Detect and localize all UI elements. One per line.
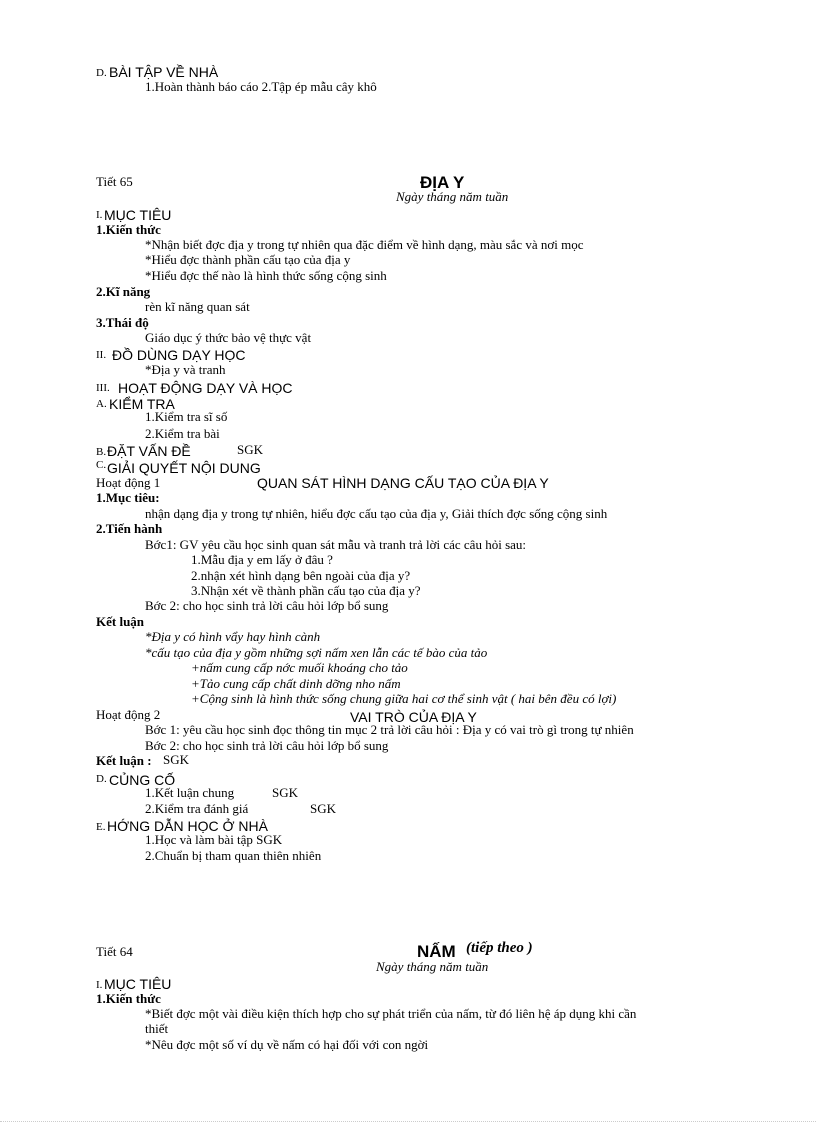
review-item-2: 2.Kiểm tra đánh giá — [145, 801, 249, 816]
activity-1-label: Hoạt động 1 — [96, 475, 161, 490]
section-ii-heading: ĐỒ DÙNG DẠY HỌC — [112, 347, 246, 363]
section-i-prefix: I. — [96, 209, 103, 221]
lesson64-section-i-heading: MỤC TIÊU — [104, 976, 172, 992]
section-c-letter: C. — [96, 459, 107, 471]
homework-text: 1.Hoàn thành báo cáo 2.Tập ép mẫu cây khô — [145, 79, 377, 94]
lesson65-title: ĐỊA Y — [420, 173, 465, 192]
activity-2-step-2: Bớc 2: cho học sinh trả lời câu hỏi lớp bổ sung — [145, 738, 389, 753]
section-d-heading: CỦNG CỐ — [109, 772, 176, 788]
activity-2-title: VAI TRÒ CỦA ĐỊA Y — [350, 709, 477, 725]
section-a-heading: KIỂM TRA — [109, 396, 175, 412]
lesson64-title-suffix: (tiếp theo ) — [466, 940, 533, 956]
homework-heading: BÀI TẬP VỀ NHÀ — [109, 64, 219, 80]
lesson64-date-line: Ngày tháng năm tuần — [376, 959, 489, 974]
lesson64-knowledge-item-1-cont: thiết — [145, 1021, 169, 1036]
section-iii-prefix: III. — [96, 382, 110, 394]
lesson64-period: Tiết 64 — [96, 944, 133, 959]
skills-heading: 2.Kĩ năng — [96, 284, 151, 299]
conclusion-item-3: +nấm cung cấp nớc muối khoáng cho tảo — [191, 660, 408, 675]
conclusion-2-label: Kết luận : — [96, 753, 152, 768]
section-e-letter: E. — [96, 821, 106, 833]
homework-item-2: 2.Chuẩn bị tham quan thiên nhiên — [145, 848, 322, 863]
section-d-letter: D. — [96, 773, 107, 785]
section-ii-item: *Địa y và tranh — [145, 362, 226, 377]
review-item-2-sgk: SGK — [310, 801, 337, 816]
section-letter-d: D. — [96, 67, 107, 79]
conclusion-item-2: *cấu tạo của địa y gồm những sợi nấm xen lẫn các tế bào của tảo — [145, 645, 488, 660]
section-i-heading: MỤC TIÊU — [104, 207, 172, 223]
knowledge-heading: 1.Kiến thức — [96, 222, 161, 237]
section-b-sgk: SGK — [237, 442, 264, 457]
attitude-heading: 3.Thái độ — [96, 315, 149, 330]
objective-text: nhận dạng địa y trong tự nhiên, hiểu đợc cấu tạo của địa y, Giải thích đợc sống cộng sinh — [145, 506, 608, 521]
objective-label: 1.Mục tiêu: — [96, 490, 160, 505]
section-ii-prefix: II. — [96, 349, 107, 361]
activity-1-title: QUAN SÁT HÌNH DẠNG CẤU TẠO CỦA ĐỊA Y — [257, 475, 549, 491]
section-e-heading: HỚNG DẪN HỌC Ở NHÀ — [107, 818, 268, 834]
page-bottom-divider — [0, 1121, 816, 1122]
conclusion-2-sgk: SGK — [163, 752, 190, 767]
lesson64-knowledge-item-1: *Biết đợc một vài điều kiện thích hợp cho sự phát triển của nấm, từ đó liên hệ áp dụng khi cần — [145, 1006, 637, 1021]
procedure-label: 2.Tiến hành — [96, 521, 163, 536]
check-attendance: 1.Kiểm tra sĩ số — [145, 409, 228, 424]
lesson64-knowledge-item-2: *Nêu đợc một số ví dụ về nấm có hại đối với con ngời — [145, 1037, 429, 1052]
conclusion-label: Kết luận — [96, 614, 145, 629]
lesson65-period: Tiết 65 — [96, 174, 133, 189]
section-a-letter: A. — [96, 398, 107, 410]
step-1: Bớc1: GV yêu cầu học sinh quan sát mẫu và tranh trả lời các câu hỏi sau: — [145, 537, 527, 552]
activity-2-label: Hoạt động 2 — [96, 707, 161, 722]
skills-item-1: rèn kĩ năng quan sát — [145, 299, 250, 314]
section-c-heading: GIẢI QUYẾT NỘI DUNG — [107, 460, 261, 476]
knowledge-item-2: *Hiểu đợc thành phần cấu tạo của địa y — [145, 252, 351, 267]
knowledge-item-3: *Hiểu đợc thế nào là hình thức sống cộng sinh — [145, 268, 387, 283]
step-2: Bớc 2: cho học sinh trả lời câu hỏi lớp bổ sung — [145, 598, 389, 613]
lesson64-title: NẤM — [417, 942, 456, 961]
conclusion-item-4: +Tảo cung cấp chất dinh dỡng nho nấm — [191, 676, 401, 691]
lesson64-knowledge-heading: 1.Kiến thức — [96, 991, 161, 1006]
knowledge-item-1: *Nhận biết đợc địa y trong tự nhiên qua đặc điểm về hình dạng, màu sắc và nơi mọc — [145, 237, 584, 252]
question-2: 2.nhận xét hình dạng bên ngoài của địa y? — [191, 568, 411, 583]
activity-2-step-1: Bớc 1: yêu cầu học sinh đọc thông tin mục 2 trả lời câu hỏi : Địa y có vai trò gì trong tự nhiên — [145, 722, 634, 737]
review-item-1: 1.Kết luận chung — [145, 785, 235, 800]
lesson65-date-line: Ngày tháng năm tuần — [396, 189, 509, 204]
conclusion-item-5: +Cộng sinh là hình thức sống chung giữa hai cơ thể sinh vật ( hai bên đều có lợi) — [191, 691, 617, 706]
check-lesson: 2.Kiểm tra bài — [145, 426, 220, 441]
attitude-item-1: Giáo dục ý thức bảo vệ thực vật — [145, 330, 312, 345]
question-3: 3.Nhận xét về thành phần cấu tạo của địa y? — [191, 583, 421, 598]
homework-item-1: 1.Học và làm bài tập SGK — [145, 832, 283, 847]
question-1: 1.Mẫu địa y em lấy ở đâu ? — [191, 552, 333, 567]
lesson64-section-i-prefix: I. — [96, 979, 103, 991]
section-b-letter: B. — [96, 446, 107, 458]
conclusion-item-1: *Địa y có hình vẩy hay hình cành — [145, 629, 321, 644]
review-item-1-sgk: SGK — [272, 785, 299, 800]
section-iii-heading: HOẠT ĐỘNG DẠY VÀ HỌC — [118, 380, 293, 396]
section-b-heading: ĐẶT VẤN ĐỀ — [107, 443, 191, 459]
